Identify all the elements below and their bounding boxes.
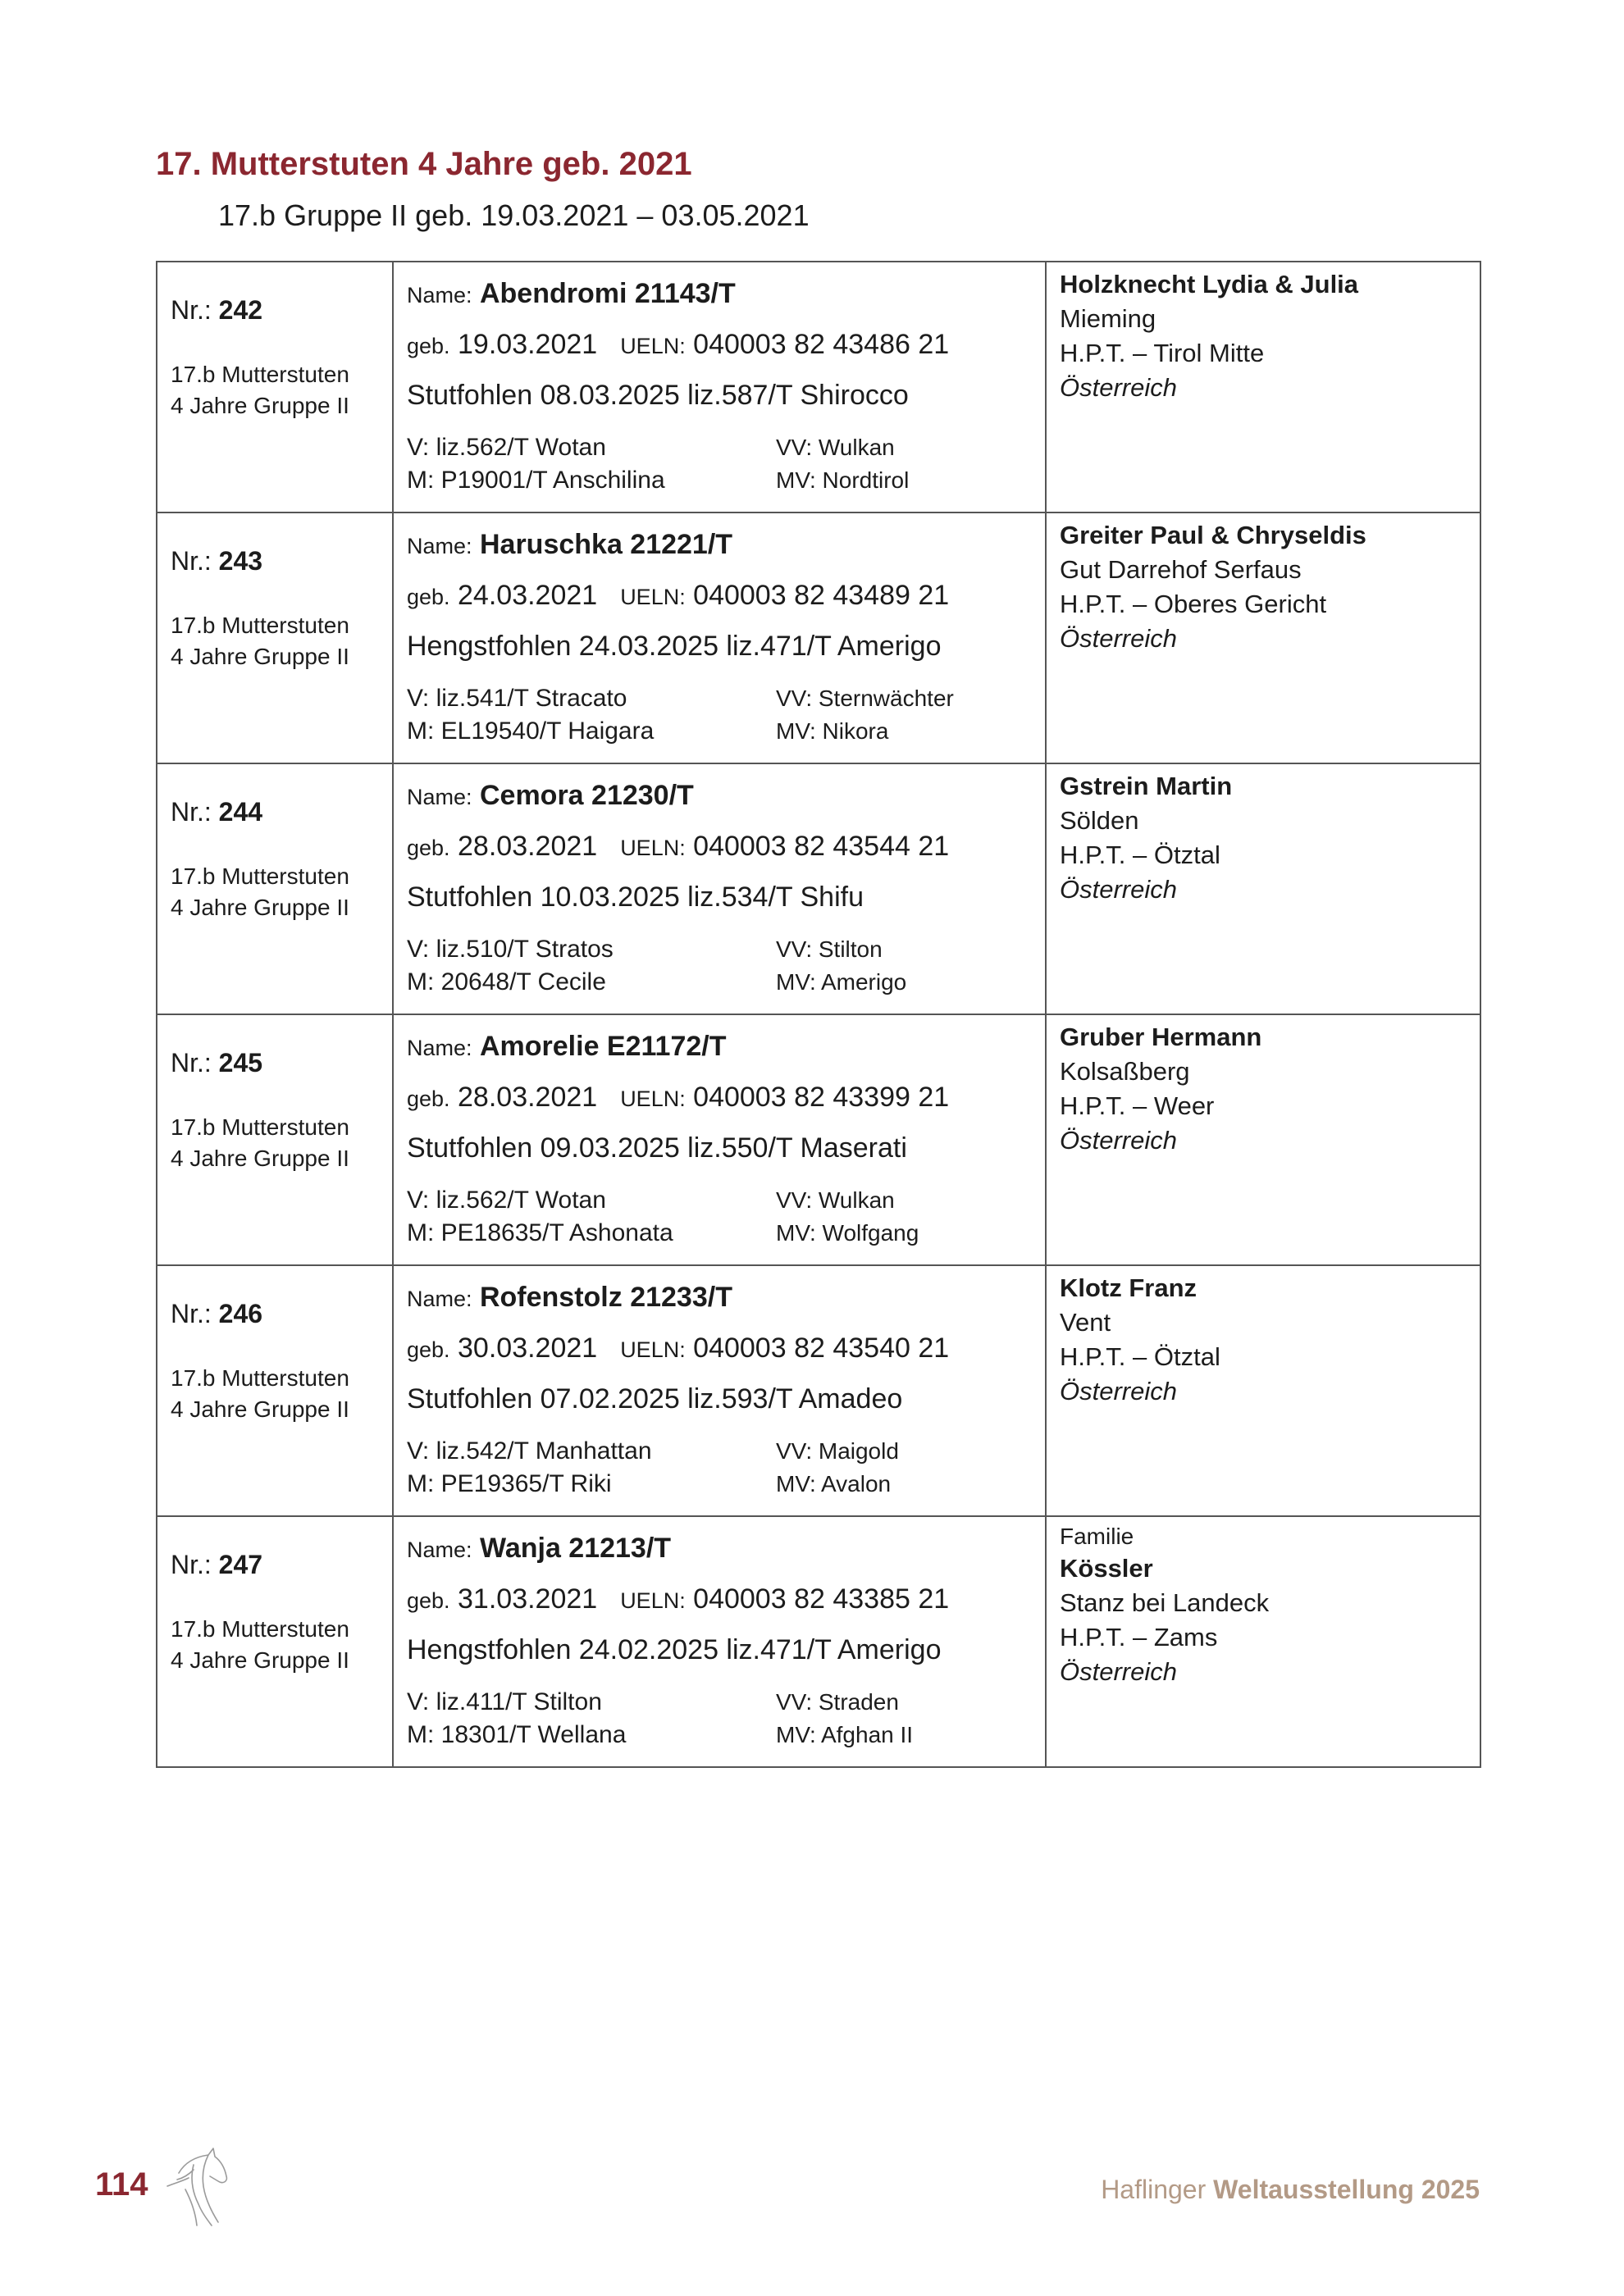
ueln-label: UELN: (620, 836, 686, 860)
dam: M: 18301/T Wellana (407, 1721, 627, 1748)
entries-table (156, 261, 1481, 1768)
dam: M: EL19540/T Haigara (407, 718, 655, 745)
table-row (157, 262, 1480, 512)
sire-sire: VV: Wulkan (776, 1187, 895, 1213)
ueln-value: 040003 82 43489 21 (693, 580, 950, 611)
horse-details-cell (393, 763, 1046, 1014)
entry-number: 246 (218, 1299, 263, 1328)
sire: V: liz.411/T Stilton (407, 1688, 602, 1715)
born-label: geb. (407, 334, 450, 358)
owner-name: Greiter Paul & Chryseldis (1060, 521, 1366, 549)
ueln-label: UELN: (620, 1337, 686, 1362)
dam: M: P19001/T Anschilina (407, 467, 665, 494)
nr-label: Nr.: (171, 1550, 212, 1579)
ueln-value: 040003 82 43540 21 (693, 1332, 950, 1364)
owner-name: Kössler (1060, 1554, 1153, 1583)
ueln-value: 040003 82 43544 21 (693, 831, 950, 862)
sire: V: liz.562/T Wotan (407, 1187, 606, 1214)
dam-sire: MV: Nikora (776, 718, 889, 744)
sire-sire: VV: Sternwächter (776, 686, 954, 711)
horse-name: Cemora 21230/T (479, 780, 694, 811)
horse-details-cell (393, 1516, 1046, 1767)
name-label: Name: (407, 283, 472, 308)
owner-country: Österreich (1060, 1657, 1177, 1686)
name-label: Name: (407, 534, 472, 558)
horse-head-icon (161, 2140, 235, 2230)
owner-name: Klotz Franz (1060, 1273, 1197, 1302)
owner-region: H.P.T. – Tirol Mitte (1060, 339, 1265, 367)
owner-country: Österreich (1060, 875, 1177, 904)
born-label: geb. (407, 836, 450, 860)
section-subtitle: 17.b Gruppe II geb. 19.03.2021 – 03.05.2021 (218, 198, 810, 232)
entry-number-cell (157, 763, 393, 1014)
entry-number-cell (157, 512, 393, 763)
sire: V: liz.541/T Stracato (407, 685, 627, 712)
class-line: 4 Jahre Gruppe II (171, 1647, 349, 1673)
owner-name: Gstrein Martin (1060, 772, 1233, 800)
page-number: 114 (95, 2166, 148, 2203)
name-label: Name: (407, 1538, 472, 1562)
owner-region: H.P.T. – Zams (1060, 1623, 1218, 1651)
owner-country: Österreich (1060, 373, 1177, 402)
table-row (157, 1265, 1480, 1516)
table-row (157, 1014, 1480, 1265)
footer-brand-light: Haflinger (1101, 2175, 1207, 2204)
born-date: 31.03.2021 (458, 1583, 598, 1615)
born-label: geb. (407, 1588, 450, 1613)
owner-country: Österreich (1060, 1377, 1177, 1405)
dam-sire: MV: Nordtirol (776, 467, 910, 493)
class-line: 17.b Mutterstuten (171, 1365, 349, 1391)
foal-info: Hengstfohlen 24.02.2025 liz.471/T Amerigo (407, 1634, 942, 1665)
sire-sire: VV: Straden (776, 1689, 899, 1715)
owner-prefix: Familie (1060, 1524, 1134, 1549)
foal-info: Hengstfohlen 24.03.2025 liz.471/T Amerigo (407, 631, 942, 662)
footer-brand (1101, 2175, 1480, 2205)
class-line: 17.b Mutterstuten (171, 1616, 349, 1642)
born-date: 28.03.2021 (458, 831, 598, 862)
sire-sire: VV: Maigold (776, 1438, 899, 1464)
born-date: 30.03.2021 (458, 1332, 598, 1364)
foal-info: Stutfohlen 07.02.2025 liz.593/T Amadeo (407, 1383, 903, 1414)
class-line: 17.b Mutterstuten (171, 613, 349, 638)
owner-country: Österreich (1060, 1126, 1177, 1155)
sire-sire: VV: Stilton (776, 936, 883, 962)
table-row (157, 1516, 1480, 1767)
ueln-label: UELN: (620, 1588, 686, 1613)
foal-info: Stutfohlen 09.03.2025 liz.550/T Maserati (407, 1132, 907, 1164)
born-label: geb. (407, 1086, 450, 1111)
nr-label: Nr.: (171, 1048, 212, 1077)
horse-details-cell (393, 1265, 1046, 1516)
class-line: 17.b Mutterstuten (171, 863, 349, 889)
horse-details-cell (393, 1014, 1046, 1265)
entry-number-cell (157, 1265, 393, 1516)
ueln-label: UELN: (620, 334, 686, 358)
born-label: geb. (407, 1337, 450, 1362)
footer-brand-bold: Weltausstellung 2025 (1213, 2175, 1480, 2204)
entry-number: 243 (218, 546, 263, 576)
sire: V: liz.510/T Stratos (407, 936, 614, 963)
dam: M: 20648/T Cecile (407, 968, 606, 995)
class-line: 4 Jahre Gruppe II (171, 393, 349, 418)
owner-place: Mieming (1060, 304, 1156, 333)
entry-number: 242 (218, 295, 263, 325)
owner-region: H.P.T. – Weer (1060, 1091, 1215, 1120)
entry-number-cell (157, 262, 393, 512)
born-date: 24.03.2021 (458, 580, 598, 611)
horse-details-cell (393, 262, 1046, 512)
entry-number: 247 (218, 1550, 263, 1579)
class-line: 4 Jahre Gruppe II (171, 895, 349, 920)
nr-label: Nr.: (171, 295, 212, 325)
entry-number-cell (157, 1516, 393, 1767)
ueln-value: 040003 82 43399 21 (693, 1082, 950, 1113)
nr-label: Nr.: (171, 797, 212, 827)
owner-place: Vent (1060, 1308, 1111, 1337)
owner-cell (1046, 1516, 1480, 1767)
horse-name: Haruschka 21221/T (479, 529, 733, 560)
class-line: 4 Jahre Gruppe II (171, 644, 349, 669)
born-date: 19.03.2021 (458, 329, 598, 360)
entry-number: 245 (218, 1048, 263, 1077)
name-label: Name: (407, 1287, 472, 1311)
dam-sire: MV: Wolfgang (776, 1220, 919, 1246)
dam-sire: MV: Amerigo (776, 969, 907, 995)
owner-place: Kolsaßberg (1060, 1057, 1190, 1086)
dam-sire: MV: Afghan II (776, 1722, 914, 1747)
dam-sire: MV: Avalon (776, 1471, 892, 1496)
owner-cell (1046, 763, 1480, 1014)
owner-place: Gut Darrehof Serfaus (1060, 555, 1302, 584)
nr-label: Nr.: (171, 1299, 212, 1328)
born-date: 28.03.2021 (458, 1082, 598, 1113)
ueln-value: 040003 82 43486 21 (693, 329, 950, 360)
owner-region: H.P.T. – Oberes Gericht (1060, 590, 1327, 618)
section-title: 17. Mutterstuten 4 Jahre geb. 2021 (156, 146, 692, 182)
sire: V: liz.542/T Manhattan (407, 1437, 652, 1465)
dam: M: PE19365/T Riki (407, 1470, 612, 1497)
dam: M: PE18635/T Ashonata (407, 1219, 673, 1246)
owner-place: Stanz bei Landeck (1060, 1588, 1270, 1617)
entry-number: 244 (218, 797, 263, 827)
table-row (157, 512, 1480, 763)
horse-name: Abendromi 21143/T (479, 278, 736, 309)
owner-name: Gruber Hermann (1060, 1023, 1262, 1051)
owner-cell (1046, 1014, 1480, 1265)
born-label: geb. (407, 585, 450, 609)
foal-info: Stutfohlen 10.03.2025 liz.534/T Shifu (407, 882, 864, 913)
owner-region: H.P.T. – Ötztal (1060, 1342, 1220, 1371)
nr-label: Nr.: (171, 546, 212, 576)
ueln-label: UELN: (620, 1086, 686, 1111)
horse-name: Rofenstolz 21233/T (479, 1282, 732, 1313)
class-line: 4 Jahre Gruppe II (171, 1396, 349, 1422)
horse-details-cell (393, 512, 1046, 763)
owner-region: H.P.T. – Ötztal (1060, 840, 1220, 869)
owner-place: Sölden (1060, 806, 1139, 835)
foal-info: Stutfohlen 08.03.2025 liz.587/T Shirocco (407, 380, 909, 411)
horse-name: Wanja 21213/T (479, 1533, 672, 1564)
ueln-label: UELN: (620, 585, 686, 609)
sire: V: liz.562/T Wotan (407, 434, 606, 461)
class-line: 4 Jahre Gruppe II (171, 1146, 349, 1171)
horse-name: Amorelie E21172/T (479, 1031, 727, 1062)
entry-number-cell (157, 1014, 393, 1265)
ueln-value: 040003 82 43385 21 (693, 1583, 950, 1615)
owner-cell (1046, 262, 1480, 512)
owner-cell (1046, 512, 1480, 763)
owner-name: Holzknecht Lydia & Julia (1060, 270, 1359, 298)
class-line: 17.b Mutterstuten (171, 1114, 349, 1140)
sire-sire: VV: Wulkan (776, 435, 895, 460)
name-label: Name: (407, 785, 472, 809)
owner-country: Österreich (1060, 624, 1177, 653)
class-line: 17.b Mutterstuten (171, 362, 349, 387)
table-row (157, 763, 1480, 1014)
name-label: Name: (407, 1036, 472, 1060)
owner-cell (1046, 1265, 1480, 1516)
